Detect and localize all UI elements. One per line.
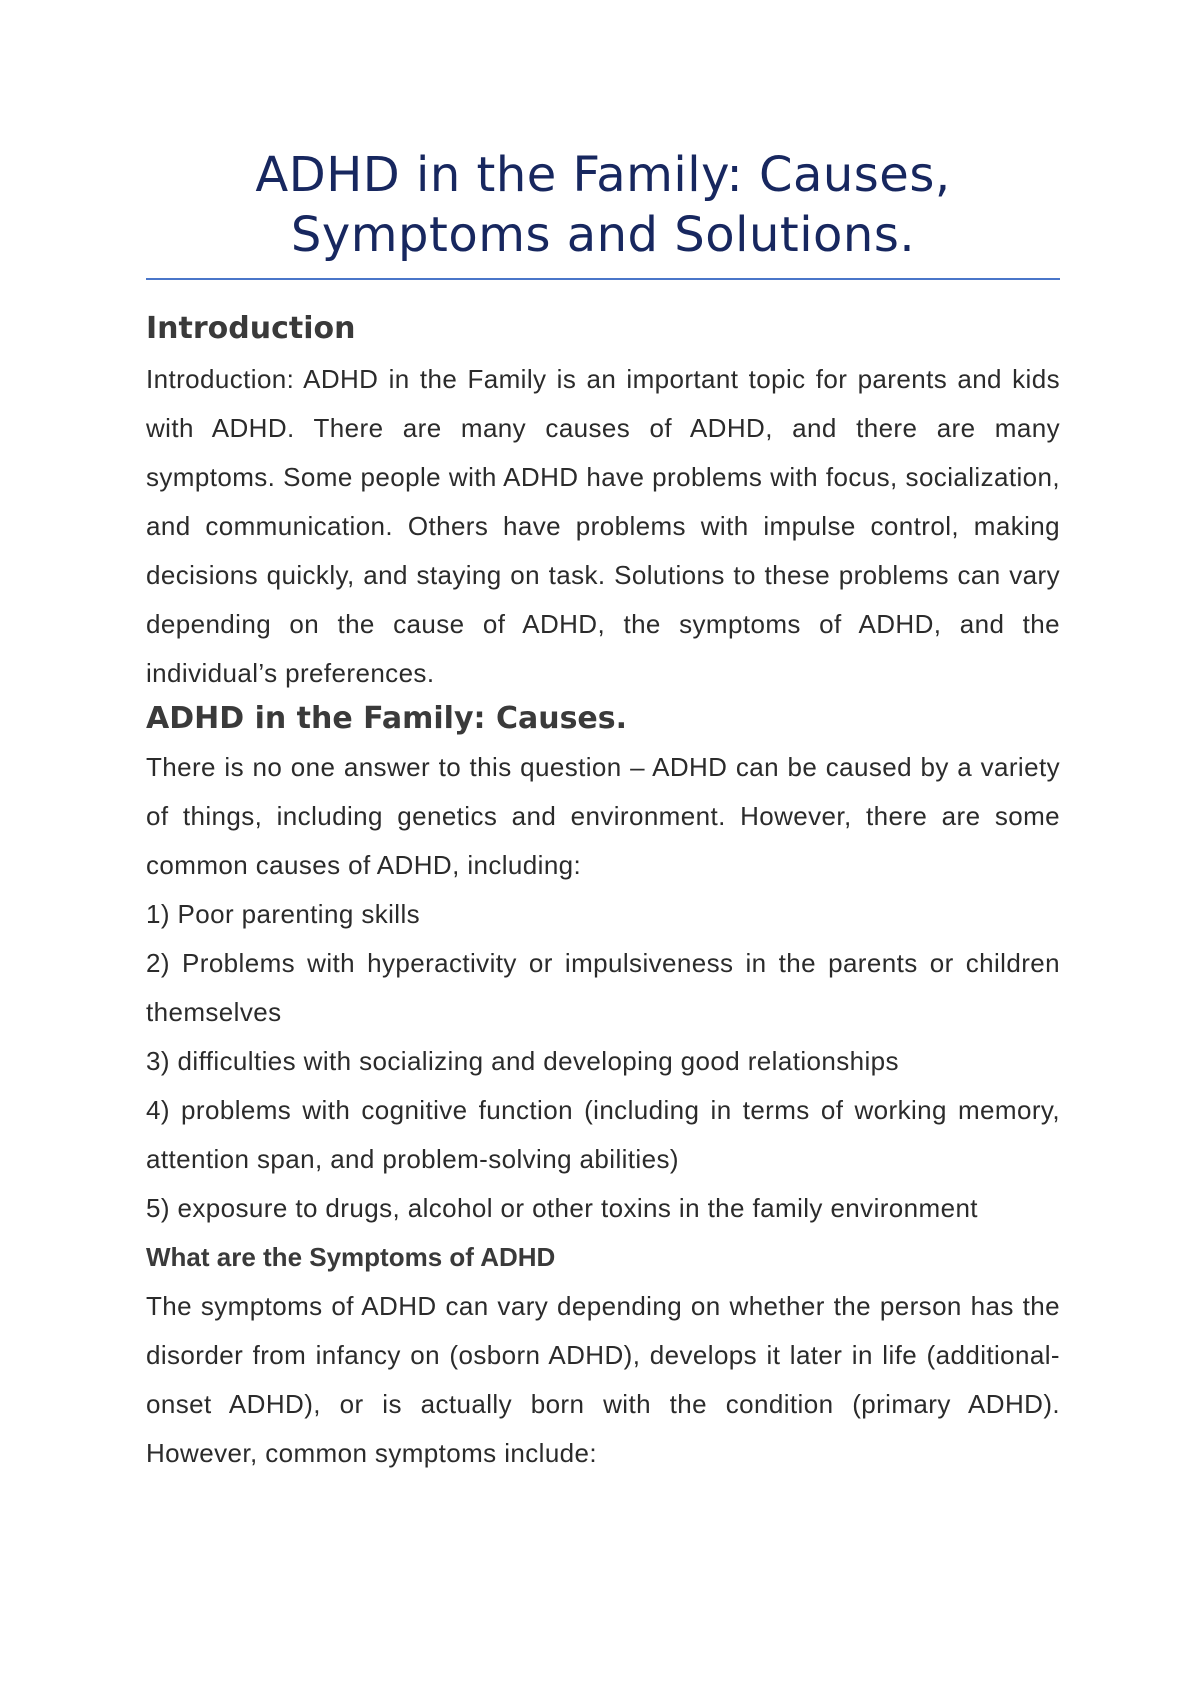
title-underline bbox=[146, 278, 1060, 280]
cause-list-item-3: 3) difficulties with socializing and developing good relationships bbox=[146, 1046, 899, 1076]
causes-paragraph: There is no one answer to this question – ADHD can be caused by a variety of things, including genetics and environment. However, there are some common causes of ADHD, including: bbox=[146, 752, 1060, 880]
document-title: ADHD in the Family: Causes, Symptoms and Solutions. bbox=[255, 147, 951, 263]
section-heading-causes: ADHD in the Family: Causes. bbox=[146, 701, 628, 736]
section-heading-introduction: Introduction bbox=[146, 311, 356, 346]
document-page bbox=[146, 0, 1060, 1478]
subsection-heading-symptoms: What are the Symptoms of ADHD bbox=[146, 1242, 556, 1272]
cause-list-item-4: 4) problems with cognitive function (including in terms of working memory, attention span, and problem-solving abilities) bbox=[146, 1095, 1060, 1174]
cause-list-item-5: 5) exposure to drugs, alcohol or other toxins in the family environment bbox=[146, 1193, 978, 1223]
cause-list-item-1: 1) Poor parenting skills bbox=[146, 899, 421, 929]
symptoms-paragraph: The symptoms of ADHD can vary depending on whether the person has the disorder from infancy on (osborn ADHD), develops it later in life (additional-onset ADHD), or is actually born with the condition (primary ADHD). However, common symptoms include: bbox=[146, 1291, 1060, 1468]
cause-list-item-2: 2) Problems with hyperactivity or impulsiveness in the parents or children themselves bbox=[146, 948, 1060, 1027]
intro-paragraph: Introduction: ADHD in the Family is an important topic for parents and kids with ADHD. There are many causes of ADHD, and there are many symptoms. Some people with ADHD have problems with focus, socialization, and communication. Others have problems with impulse control, making decisions quickly, and staying on task. Solutions to these problems can vary depending on the cause of ADHD, the symptoms of ADHD, and the individual’s preferences. bbox=[146, 364, 1060, 688]
